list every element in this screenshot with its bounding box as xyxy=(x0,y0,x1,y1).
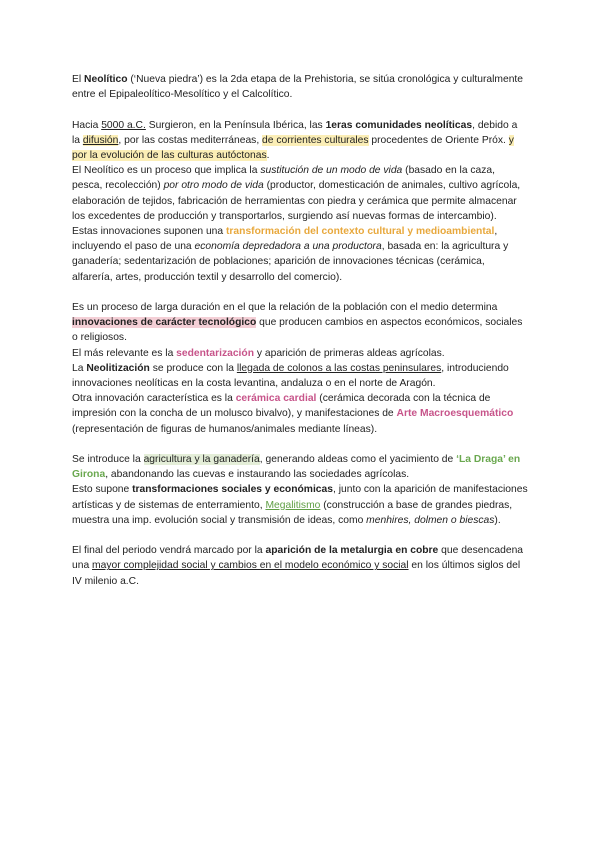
text: (productor, domesticación de animales, cultivo agrícola, elaboración de tejidos, fabricación de herramientas con piedra y cerámica que permite almacenar los excedentes de producción y transportarlos, surgiendo así nuevas formas de intercambio). xyxy=(72,180,521,222)
text: Es un proceso de larga duración en el que la relación de la población con el medio determina xyxy=(72,302,498,314)
text: Estas innovaciones suponen una xyxy=(72,226,226,238)
paragraph-process xyxy=(72,163,528,224)
text: , debido a la xyxy=(72,119,518,146)
paragraph-intro xyxy=(72,72,528,102)
text: ). xyxy=(494,514,501,526)
text: (‘Nueva piedra’) es la 2da etapa de la Prehistoria, se sitúa cronológica y culturalmente entre el Epipaleolítico-Mesolítico y el Calcolítico. xyxy=(72,74,524,101)
term-colonos: llegada de colonos a las costas peninsulares xyxy=(236,362,442,374)
term-evolucion: y por la evolución de las culturas autóctonas xyxy=(72,134,514,161)
term-sustitucion: sustitución de un modo de vida xyxy=(260,165,403,177)
text: que producen cambios en aspectos económicos, sociales o religiosos. xyxy=(72,317,523,344)
text: , abandonando las cuevas e instaurando las sociedades agrícolas. xyxy=(105,469,410,481)
paragraph-final xyxy=(72,543,528,589)
text: Esto supone xyxy=(72,484,133,496)
term-innovaciones-tecnologico: innovaciones de carácter tecnológico xyxy=(72,317,257,329)
term-la-draga: ‘La Draga’ en Girona xyxy=(72,454,521,481)
term-corrientes: de corrientes culturales xyxy=(262,134,369,146)
text: Otra innovación característica es la xyxy=(72,393,236,405)
text: (cerámica decorada con la técnica de impresión con la concha de un molusco bivalvo), y manifestaciones de xyxy=(72,393,491,420)
text: , basada en: la agricultura y ganadería; sedentarización de poblaciones; aparición de innovaciones técnicas (cerámica, alfarería, artes, producción textil y desarrollo del comercio). xyxy=(72,241,509,283)
paragraph-ceramica xyxy=(72,391,528,437)
term-difusion: difusión xyxy=(82,134,119,146)
term-comunidades: 1eras comunidades neolíticas xyxy=(325,119,473,131)
term-economia: economía depredadora a una productora xyxy=(194,241,382,253)
term-transformacion: transformación del contexto cultural y medioambiental xyxy=(226,226,495,238)
term-ceramica-cardial: cerámica cardial xyxy=(235,393,317,405)
text: que desencadena una xyxy=(72,545,524,572)
paragraph-sedentarizacion xyxy=(72,346,528,361)
text: , generando aldeas como el yacimiento de xyxy=(259,454,457,466)
term-menhires: menhires, dolmen o biescas xyxy=(366,514,495,526)
term-neolitico: Neolítico xyxy=(84,74,128,85)
text: , incluyendo el paso de una xyxy=(72,226,498,253)
term-sedentarizacion: sedentarización xyxy=(176,347,254,359)
date-5000: 5000 a.C. xyxy=(101,119,146,131)
paragraph-duration xyxy=(72,300,528,346)
text: (representación de figuras de humanos/animales mediante líneas). xyxy=(72,423,378,435)
paragraph-neolitizacion xyxy=(72,361,528,391)
text: Hacia xyxy=(72,119,102,131)
text: , introduciendo innovaciones neolíticas en la costa levantina, andaluza o en el norte de Aragón. xyxy=(72,362,509,390)
term-metalurgia: aparición de la metalurgia en cobre xyxy=(265,545,439,557)
term-agricultura: agricultura y la ganadería xyxy=(143,454,260,466)
text: El más relevante es la xyxy=(72,347,177,359)
text: Se introduce la xyxy=(72,454,144,466)
term-neolitizacion: Neolitización xyxy=(86,362,150,374)
text: , junto con la aparición de manifestaciones artísticas y de sistemas de enterramiento, xyxy=(72,484,528,511)
term-arte-macroesquematico: Arte Macroesquemático xyxy=(396,408,514,420)
paragraph-agricultura xyxy=(72,452,528,482)
text: procedentes de Oriente Próx. xyxy=(368,134,509,146)
term-complejidad: mayor complejidad social y cambios en el modelo económico y social xyxy=(92,560,409,572)
text: en los últimos siglos del IV milenio a.C. xyxy=(72,560,521,587)
term-transformaciones: transformaciones sociales y económicas xyxy=(132,484,333,496)
text: , por las costas mediterráneas, xyxy=(118,134,263,146)
text: . xyxy=(266,150,270,161)
text: y aparición de primeras aldeas agrícolas. xyxy=(254,347,445,359)
text: (construcción a base de grandes piedras, muestra una imp. evolución social y transmisión de ideas, como xyxy=(72,499,513,526)
text: se produce con la xyxy=(149,362,237,374)
paragraph-transformaciones xyxy=(72,482,528,528)
text: Surgieron, en la Península Ibérica, las xyxy=(145,119,326,131)
text: (basado en la caza, pesca, recolección) xyxy=(72,165,496,192)
paragraph-innovations xyxy=(72,224,528,285)
term-otro-modo: por otro modo de vida xyxy=(163,180,264,192)
text: La xyxy=(72,362,87,374)
text: El final del periodo vendrá marcado por la xyxy=(72,545,266,557)
text: El Neolítico es un proceso que implica la xyxy=(72,165,261,177)
term-megalitismo: Megalitismo xyxy=(265,499,321,511)
paragraph-origins xyxy=(72,118,528,164)
text: El xyxy=(72,74,85,85)
